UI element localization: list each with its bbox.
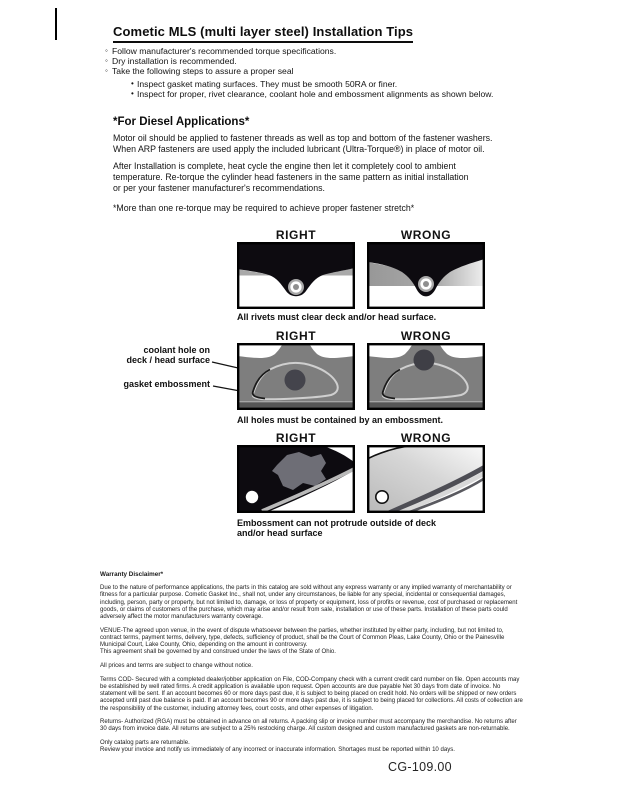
- list-item: [105, 46, 336, 56]
- paragraph-line: or per your fastener manufacturer's recommendations.: [113, 183, 325, 193]
- list-item: [105, 66, 294, 76]
- list-item: [131, 89, 493, 99]
- circle-bullet-icon: ◦: [105, 56, 108, 65]
- wrong-label: WRONG: [400, 228, 452, 242]
- hole-embossment-wrong-illustration: [367, 343, 485, 410]
- row3-caption-line2: and/or head surface: [237, 528, 323, 538]
- circle-bullet-icon: ◦: [105, 46, 108, 55]
- circle-bullet-icon: ◦: [105, 66, 108, 75]
- coolant-hole-label: coolant hole on: [143, 345, 210, 355]
- fineprint-paragraph: This agreement shall be governed by and construed under the laws of the State of Ohio.: [100, 649, 336, 656]
- fineprint-paragraph: Returns- Authorized (RGA) must be obtained in advance on all returns. A packing slip or invoice number must accompany the merchandise. No returns after 30 days from invoice date. All returns are subject to a 25% restocking charge. All custom designed and custom manufactured gaskets are non-returnable.: [100, 719, 517, 733]
- diagram-protrude-wrong: [367, 445, 485, 513]
- paragraph-line: temperature. Re-torque the cylinder head fasteners in the same pattern as initial installation: [113, 172, 469, 182]
- dot-bullet-icon: •: [131, 79, 134, 88]
- row2-caption: All holes must be contained by an embossment.: [237, 415, 444, 425]
- list-item: [131, 79, 397, 89]
- paragraph-line: After Installation is complete, heat cycle the engine then let it completely cool to ambient: [113, 161, 456, 171]
- fineprint-paragraph: VENUE-The agreed upon venue, in the event of dispute whatsoever between the parties, whether instituted by either party, including, but not limited to, contract terms, payment terms, delivery, type, defects, sufficiency of product, shall be the Court of Common Pleas, Lake County, Ohio or the Painesville Municipal Court, Lake County, Ohio, depending on the amount in controversy.: [100, 627, 505, 649]
- row1-caption: All rivets must clear deck and/or head surface.: [237, 312, 437, 322]
- warranty-heading: Warranty Disclaimer*: [100, 571, 164, 578]
- list-item: [105, 56, 237, 66]
- fineprint-paragraph: Review your invoice and notify us immediately of any incorrect or inaccurate information. Shortages must be reported within 10 days.: [100, 747, 455, 754]
- fineprint-paragraph: Only catalog parts are returnable.: [100, 740, 190, 747]
- hole-embossment-right-illustration: [237, 343, 355, 410]
- bullet-text: Take the following steps to assure a proper seal: [112, 66, 294, 76]
- row3-caption-line1: Embossment can not protrude outside of deck: [237, 518, 437, 528]
- rivet-clearance-right-illustration: [237, 242, 355, 309]
- deck-protrusion-right-illustration: [237, 445, 355, 513]
- diagram-protrude-right: [237, 445, 355, 513]
- gasket-embossment-label: gasket embossment: [123, 379, 210, 389]
- diagram-rivet-wrong: [367, 242, 485, 309]
- bullet-text: Follow manufacturer's recommended torque specifications.: [112, 46, 337, 56]
- diagram-rivet-right: [237, 242, 355, 309]
- right-label: RIGHT: [275, 329, 317, 343]
- right-label: RIGHT: [275, 228, 317, 242]
- wrong-label: WRONG: [400, 329, 452, 343]
- wrong-label: WRONG: [400, 431, 452, 445]
- bullet-text: Inspect gasket mating surfaces. They must be smooth 50RA or finer.: [137, 79, 398, 89]
- fineprint-paragraph: All prices and terms are subject to change without notice.: [100, 663, 253, 670]
- page-title: Cometic MLS (multi layer steel) Installation Tips: [113, 24, 413, 43]
- fineprint-paragraph: Due to the nature of performance applications, the parts in this catalog are sold without any express warranty or any implied warranty of merchantability or fitness for a particular purpose. Cometic Gasket Inc., shall not, under any circumstances, be liable for any special, incidental or consequential damages, including, person, party or property, but not limited to, damage, or loss of property or equipment, loss of profits or revenue, cost of purchased or replacement goods, or claims of customers of the purchase, which may arise and/or result from sale, installation or use of these parts. Installation of these parts could adversely affect the motor manufacturers warranty coverage.: [100, 585, 518, 621]
- warranty-disclaimer: [100, 571, 524, 761]
- right-label: RIGHT: [275, 431, 317, 445]
- paragraph-line: When ARP fasteners are used apply the included lubricant (Ultra-Torque®) in place of motor oil.: [113, 144, 485, 154]
- diagram-emboss-right: [237, 343, 355, 410]
- paragraph-line: Motor oil should be applied to fastener threads as well as top and bottom of the fastener washers.: [113, 133, 493, 143]
- print-crop-mark: [55, 8, 57, 40]
- bullet-text: Dry installation is recommended.: [112, 56, 237, 66]
- document-code: CG-109.00: [388, 760, 452, 774]
- coolant-hole-label: deck / head surface: [126, 355, 210, 365]
- deck-protrusion-wrong-illustration: [367, 445, 485, 513]
- diesel-heading: *For Diesel Applications*: [113, 116, 250, 128]
- diagram-emboss-wrong: [367, 343, 485, 410]
- rivet-clearance-wrong-illustration: [367, 242, 485, 309]
- bullet-text: Inspect for proper, rivet clearance, coolant hole and embossment alignments as shown below.: [137, 89, 494, 99]
- retorque-note: *More than one re-torque may be required to achieve proper fastener stretch*: [113, 203, 415, 213]
- dot-bullet-icon: •: [131, 89, 134, 98]
- fineprint-paragraph: Terms COD- Secured with a completed dealer/jobber application on File, COD-Company check with a current credit card number on file. Open accounts may be established by well rated firms. A credit application is available upon request. Open accounts are due payable Net 30 days from date of invoice. No statement will be sent. If an account becomes 60 or more days past due, it is subject to being placed on credit hold. No orders will be shipped or new orders accepted until past due balance is paid. If an account becomes 90 or more days past due, it is subject to being placed for collections. All costs of collection are the responsibility of the customer, including attorney fees, court costs, and other expenses of litigation.: [100, 676, 523, 712]
